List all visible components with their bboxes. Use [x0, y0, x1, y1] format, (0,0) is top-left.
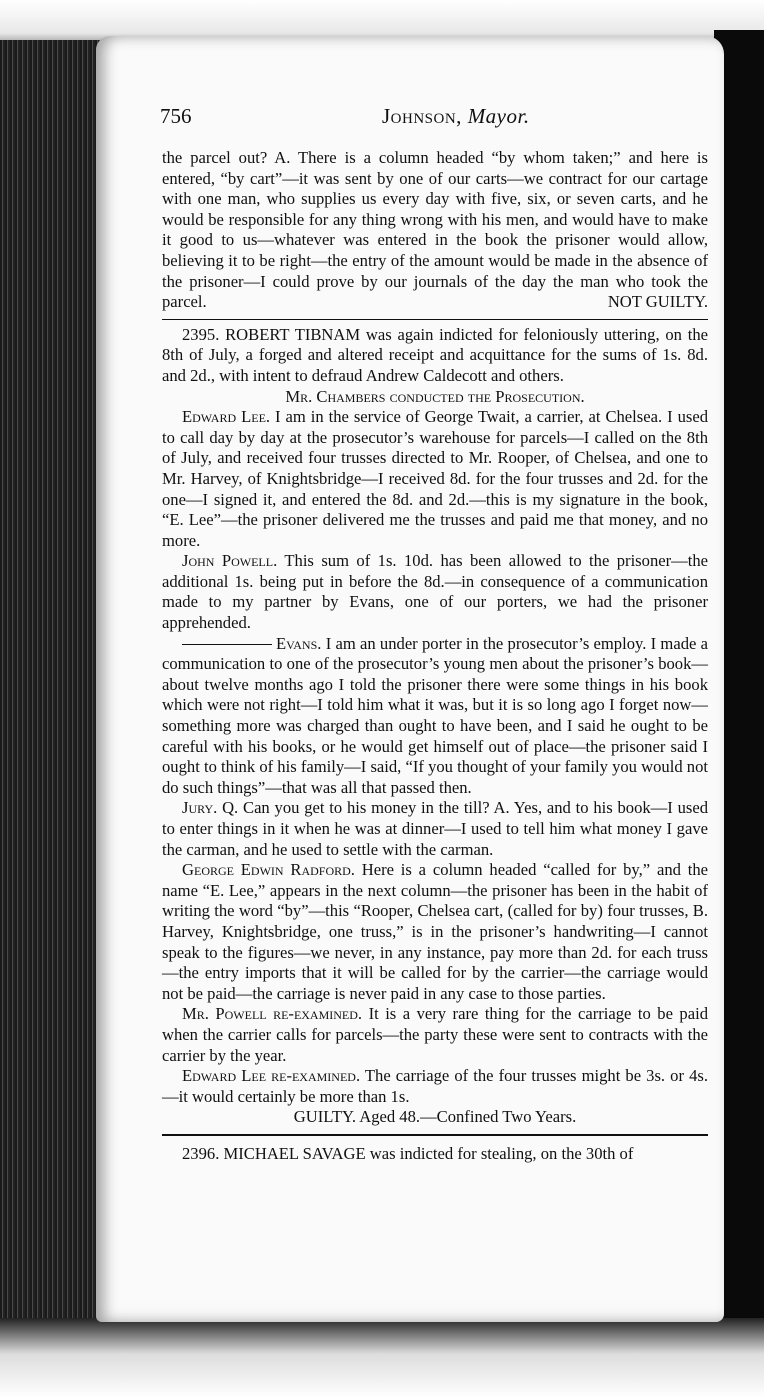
- witness-name: Jury.: [182, 798, 218, 818]
- verdict-guilty: GUILTY. Aged 48.—Confined Two Years.: [293, 1107, 577, 1127]
- case-divider: [162, 1134, 708, 1136]
- witness-name: Evans.: [276, 633, 322, 653]
- running-head: [382, 104, 530, 129]
- book-spine: [0, 40, 100, 1340]
- witness-paragraph: [162, 1004, 708, 1066]
- running-head-name: Johnson,: [382, 104, 462, 128]
- witness-paragraph: [162, 407, 708, 551]
- continuation-paragraph: [162, 148, 708, 313]
- witness-text: I am in the service of George Twait, a carrier, at Chelsea. I used to call day by day at the prosecutor’s warehouse for parcels—I called on the 8th of July, and received four trusses directed to Mr. Rooper, of Chelsea, and one to Mr. Harvey, of Knightsbridge—I received 8d. for the four trusses and 2d. for the one—I signed it, and entered the 8d. and 2d.—this is my signature in the book, “E. Lee”—the prisoner delivered me the trusses and paid me that money, and no more.: [162, 407, 708, 550]
- witness-paragraph: [162, 860, 708, 1004]
- running-head-title: Mayor.: [467, 104, 530, 128]
- witness-text: The carriage of the four trusses might be 3s. or 4s.—it would certainly be more than 1s.: [162, 1066, 708, 1106]
- witness-paragraph: [162, 1066, 708, 1107]
- prosecution-note: Mr. Chambers conducted the Prosecution.: [285, 386, 585, 406]
- witness-name: Edward Lee.: [182, 407, 271, 427]
- witness-paragraph: [162, 798, 708, 860]
- witness-name: John Powell.: [182, 551, 278, 571]
- case-2395-opening: 2395. ROBERT TIBNAM was again indicted for feloniously uttering, on the 8th of July, a forged and altered receipt and acquittance for the sums of 1s. 8d. and 2d., with intent to defraud Andrew Caldecott and others.: [162, 324, 708, 385]
- witness-name: Mr. Powell re-examined.: [182, 1004, 363, 1024]
- case-divider: [162, 319, 708, 320]
- case-2396-opening: 2396. MICHAEL SAVAGE was indicted for stealing, on the 30th of: [182, 1143, 634, 1163]
- page-header: [160, 104, 552, 132]
- witness-text: I am an under porter in the prosecutor’s employ. I made a communication to one of the prosecutor’s young men about the prisoner’s book—about twelve months ago I told the prisoner there were some things in his book which were not right—I told him what it was, but it is so long ago I forget now—something more was charged than ought to have been, and I said he ought to be careful with his books, or he would get himself out of place—the prisoner said I ought to think of his family—I said, “If you thought of your family you would not do such things”—that was all that passed then.: [162, 633, 708, 797]
- continuation-text: the parcel out? A. There is a column headed “by whom taken;” and here is entered, “by cart”—it was sent by one of our carts—we contract for our cartage with one man, who supplies us every day with five, six, or seven carts, and he would be responsible for any thing wrong with his men, and would have to make it good to us—whatever was entered in the book the prisoner would allow, believing it to be right—the entry of the amount would be made in the absence of the prisoner—I could prove by our journals of the day the man who took the parcel.: [162, 148, 708, 312]
- scan-background-bottom: [0, 1318, 764, 1398]
- witness-text: It is a very rare thing for the carriage to be paid when the carrier calls for parcels—the party these were sent to contracts with the carrier by the year.: [162, 1004, 708, 1065]
- witness-text: This sum of 1s. 10d. has been allowed to the prisoner—the additional 1s. being put in before the 8d.—in consequence of a communication made to my partner by Evans, one of our porters, we had the prisoner apprehended.: [162, 551, 708, 633]
- name-dash: [182, 644, 272, 645]
- witness-name: Edward Lee re-examined.: [182, 1066, 361, 1086]
- witness-text: Here is a column headed “called for by,” and the name “E. Lee,” appears in the next column—the prisoner has been in the habit of writing the word “by”—this “Rooper, Chelsea cart, (called for by) four trusses, B. Harvey, Knightsbridge, one truss,” is in the prisoner’s handwriting—I cannot speak to the figures—we never, in any instance, pay more than 2d. for each truss—the entry imports that it will be called for by the carrier—the carriage would not be paid—the carriage is never paid in any case to those parties.: [162, 860, 708, 1003]
- witness-paragraph: [162, 551, 708, 633]
- witness-name: George Edwin Radford.: [182, 860, 355, 880]
- body-text: [162, 148, 708, 1165]
- witness-paragraph: [162, 634, 708, 799]
- page-number: 756: [160, 104, 192, 128]
- witness-text: Q. Can you get to his money in the till? A. Yes, and to his book—I used to enter things in it when he was at dinner—I used to tell him what money I gave the carman, and he used to settle with the carman.: [162, 798, 708, 859]
- verdict-not-guilty: NOT GUILTY.: [607, 292, 708, 312]
